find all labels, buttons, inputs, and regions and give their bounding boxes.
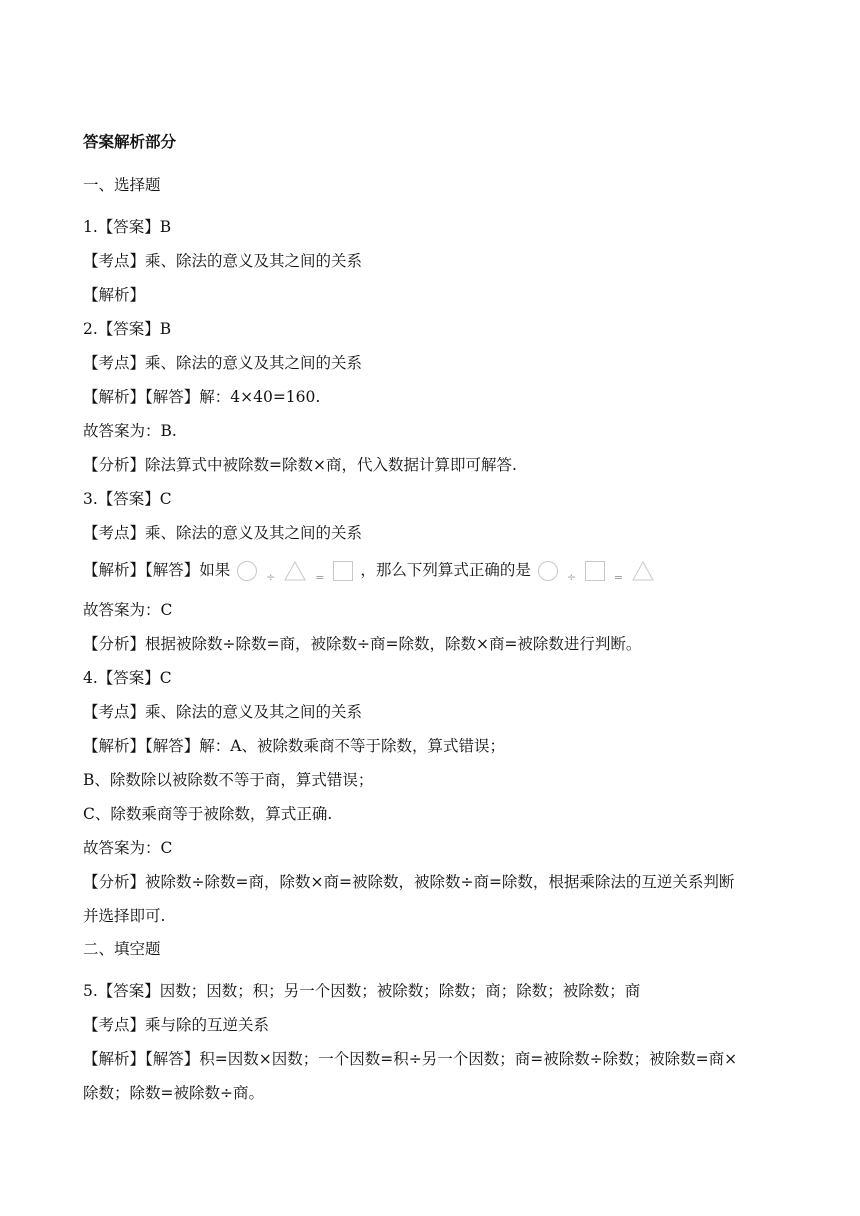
q2-analysis: 【解析】【解答】解：4×40=160. bbox=[83, 388, 321, 406]
doc-title: 答案解析部分 bbox=[83, 133, 177, 151]
q4-answer: 4.【答案】C bbox=[83, 669, 172, 687]
q3-analysis bbox=[83, 560, 656, 588]
q4-knowledge-point: 【考点】乘、除法的意义及其之间的关系 bbox=[83, 703, 363, 721]
q4-explanation-line2: 并选择即可. bbox=[83, 907, 166, 925]
equals-sign: = bbox=[315, 571, 325, 584]
q2-knowledge-point: 【考点】乘、除法的意义及其之间的关系 bbox=[83, 354, 363, 372]
q3-analysis-middle: ，那么下列算式正确的是 bbox=[360, 561, 531, 579]
q2-answer: 2.【答案】B bbox=[83, 320, 172, 338]
q4-analysis-line2: B、除数除以被除数不等于商，算式错误； bbox=[83, 771, 374, 789]
q1-answer: 1.【答案】B bbox=[83, 218, 172, 236]
q5-analysis-line2: 除数；除数=被除数÷商。 bbox=[83, 1084, 264, 1102]
q3-knowledge-point: 【考点】乘、除法的意义及其之间的关系 bbox=[83, 524, 363, 542]
square-icon bbox=[585, 561, 605, 581]
divide-sign: ÷ bbox=[266, 571, 276, 584]
equals-sign: = bbox=[613, 571, 624, 584]
q2-explanation: 【分析】除法算式中被除数=除数×商，代入数据计算即可解答. bbox=[83, 456, 517, 474]
q4-result: 故答案为：C bbox=[83, 839, 173, 857]
q4-analysis-line3: C、除数乘商等于被除数，算式正确. bbox=[83, 805, 333, 823]
divide-sign: ÷ bbox=[566, 571, 576, 584]
q5-analysis-line1: 【解析】【解答】积=因数×因数；一个因数=积÷另一个因数；商=被除数÷除数；被除数=商× bbox=[83, 1050, 738, 1068]
q4-explanation-line1: 【分析】被除数÷除数=商，除数×商=被除数，被除数÷商=除数，根据乘除法的互逆关系判断 bbox=[83, 873, 735, 891]
triangle-icon bbox=[632, 561, 654, 581]
q1-knowledge-point: 【考点】乘、除法的意义及其之间的关系 bbox=[83, 252, 363, 270]
q1-analysis: 【解析】 bbox=[83, 286, 146, 304]
section-heading-choice: 一、选择题 bbox=[83, 176, 161, 194]
triangle-icon bbox=[284, 561, 306, 581]
circle-icon bbox=[538, 561, 558, 581]
square-icon bbox=[333, 561, 353, 581]
q3-answer: 3.【答案】C bbox=[83, 490, 172, 508]
section-heading-fill: 二、填空题 bbox=[83, 940, 161, 958]
q2-result: 故答案为：B. bbox=[83, 422, 177, 440]
q5-answer: 5.【答案】因数；因数；积；另一个因数；被除数；除数；商；除数；被除数；商 bbox=[83, 982, 641, 1000]
q4-analysis-line1: 【解析】【解答】解：A、被除数乘商不等于除数，算式错误； bbox=[83, 737, 505, 755]
q3-explanation: 【分析】根据被除数÷除数=商，被除数÷商=除数，除数×商=被除数进行判断。 bbox=[83, 635, 642, 653]
q3-analysis-prefix: 【解析】【解答】如果 bbox=[83, 561, 231, 579]
q5-knowledge-point: 【考点】乘与除的互逆关系 bbox=[83, 1016, 270, 1034]
circle-icon bbox=[237, 561, 257, 581]
q3-result: 故答案为：C bbox=[83, 601, 173, 619]
